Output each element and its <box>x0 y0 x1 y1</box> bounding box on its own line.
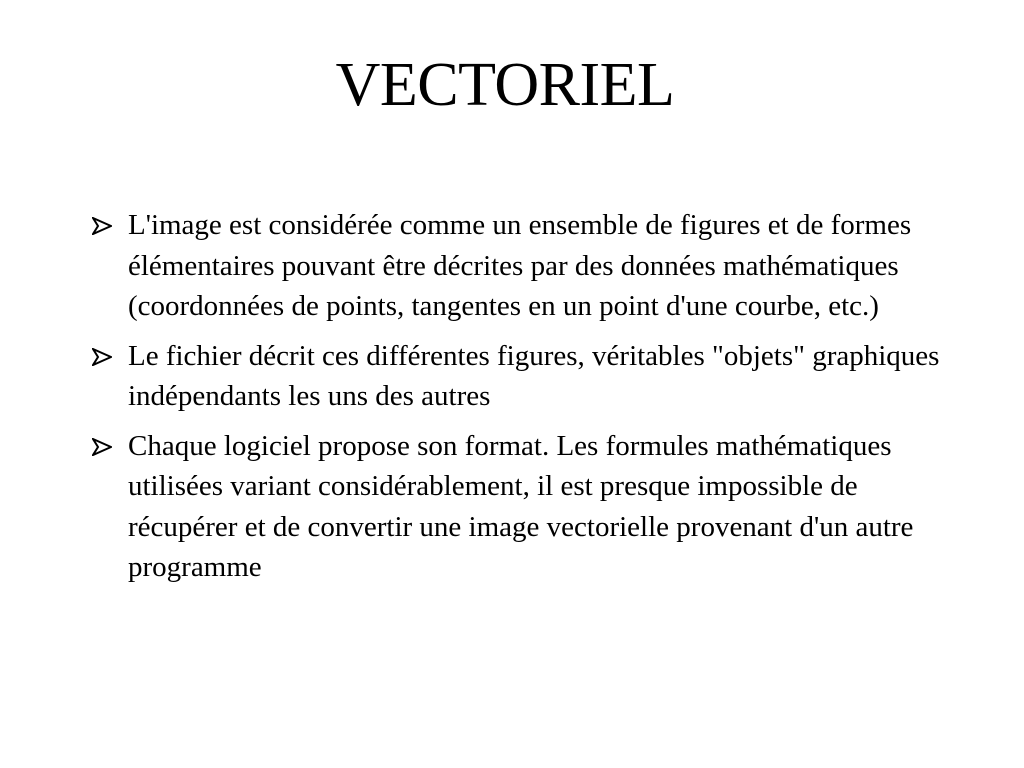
bullet-item <box>92 205 972 327</box>
bullet-text: L'image est considérée comme un ensemble de figures et de formes élémentaires pouvant être décrites par des données mathématiques (coordonnées de points, tangentes en un point d'une courbe, etc.) <box>128 209 912 322</box>
bullet-item <box>92 426 972 588</box>
bullet-list <box>92 205 972 597</box>
arrowhead-bullet-icon <box>92 348 112 366</box>
bullet-text: Le fichier décrit ces différentes figures, véritables "objets" graphiques indépendants les uns des autres <box>128 339 940 412</box>
bullet-item <box>92 336 972 417</box>
slide-title: VECTORIEL <box>335 51 675 119</box>
arrowhead-bullet-icon <box>92 438 112 456</box>
bullet-text: Chaque logiciel propose son format. Les formules mathématiques utilisées variant considérablement, il est presque impossible de récupérer et de convertir une image vectorielle provenant d'un autre programme <box>128 429 914 583</box>
arrowhead-bullet-icon <box>92 217 112 235</box>
